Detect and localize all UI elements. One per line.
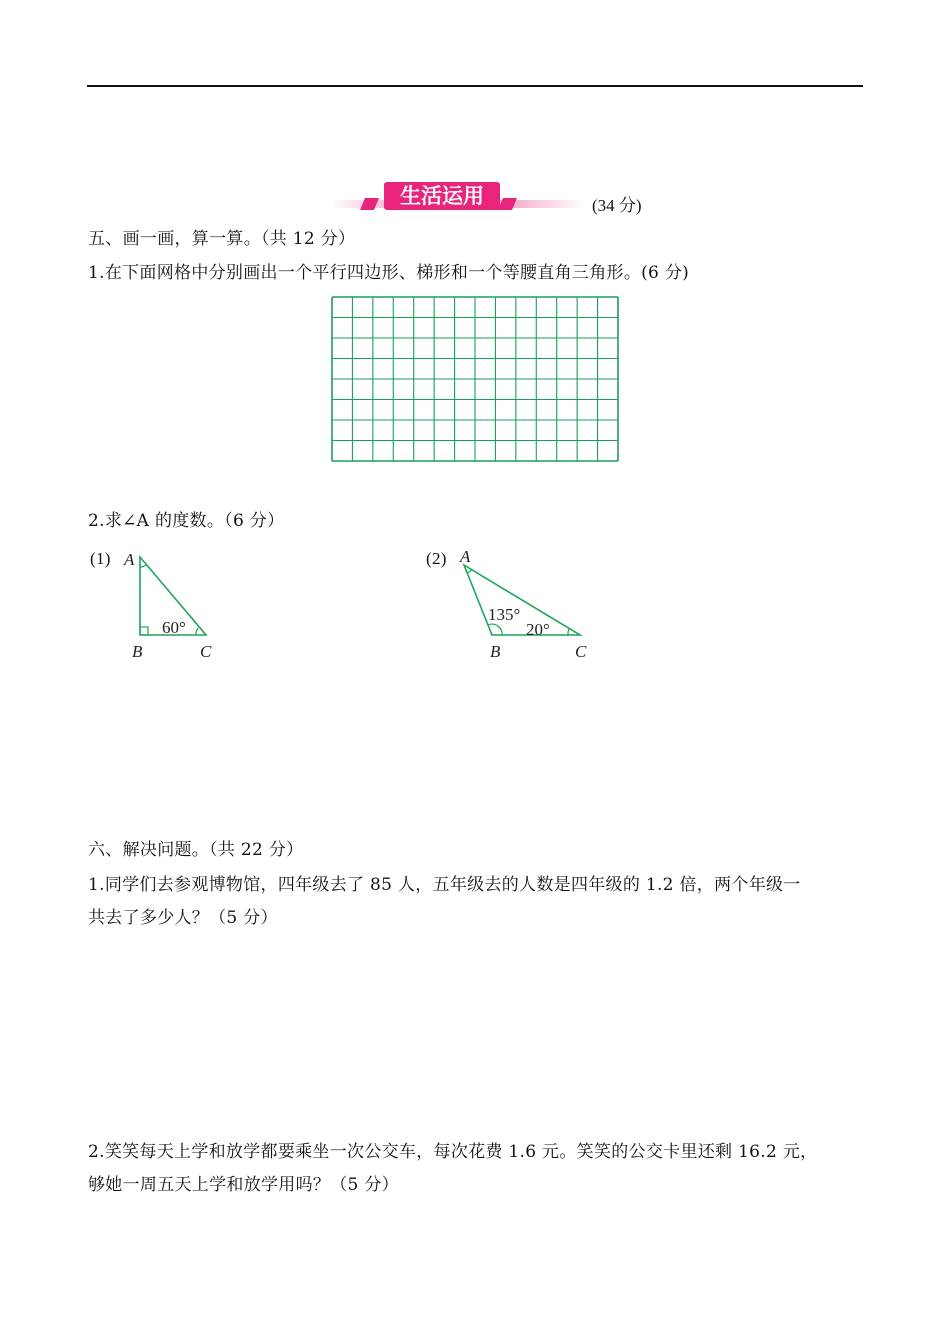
vertex-a-label: A <box>124 550 135 569</box>
banner-title: 生活运用 <box>400 184 484 208</box>
angle-c-value: 60° <box>162 618 186 637</box>
angle-c-arc <box>196 628 198 635</box>
angle-b-value: 135° <box>488 605 521 624</box>
triangle-2-outline <box>464 565 580 635</box>
section-banner <box>330 176 610 216</box>
drawing-grid[interactable] <box>331 296 619 462</box>
header-rule <box>87 85 863 87</box>
angle-c-value: 20° <box>526 620 550 639</box>
angle-a-arc <box>140 565 146 567</box>
part6-heading: 六、解决问题。（共 22 分） <box>88 840 304 860</box>
part6-q1-line2: 共去了多少人？（5 分） <box>88 908 278 928</box>
angle-c-arc <box>568 629 569 635</box>
part5-heading: 五、画一画，算一算。（共 12 分） <box>88 229 356 249</box>
banner-score: (34 分) <box>592 196 642 215</box>
part6-q2-line1: 2.笑笑每天上学和放学都要乘坐一次公交车，每次花费 1.6 元。笑笑的公交卡里还剩 16.2 元， <box>88 1142 818 1162</box>
triangle-figure-2 <box>452 545 602 665</box>
vertex-b-label: B <box>132 642 143 661</box>
angle-a-arc <box>467 569 472 573</box>
part6-q1-line1: 1.同学们去参观博物馆，四年级去了 85 人，五年级去的人数是四年级的 1.2 倍，两个年级一 <box>88 875 801 895</box>
fig1-label: (1) <box>90 549 111 568</box>
right-angle-mark <box>140 627 148 635</box>
banner-slash-left <box>360 198 379 210</box>
part6-q2-line2: 够她一周五天上学和放学用吗？（5 分） <box>88 1175 399 1195</box>
triangle-figure-1 <box>120 545 230 665</box>
fig2-label: (2) <box>426 549 447 568</box>
vertex-c-label: C <box>575 642 587 661</box>
vertex-a-label: A <box>460 547 471 566</box>
part5-q1-text: 1.在下面网格中分别画出一个平行四边形、梯形和一个等腰直角三角形。(6 分) <box>88 263 690 283</box>
vertex-b-label: B <box>490 642 501 661</box>
part5-q2-text: 2.求∠A 的度数。（6 分） <box>88 511 285 531</box>
banner-slash-right <box>498 198 517 210</box>
vertex-c-label: C <box>200 642 212 661</box>
